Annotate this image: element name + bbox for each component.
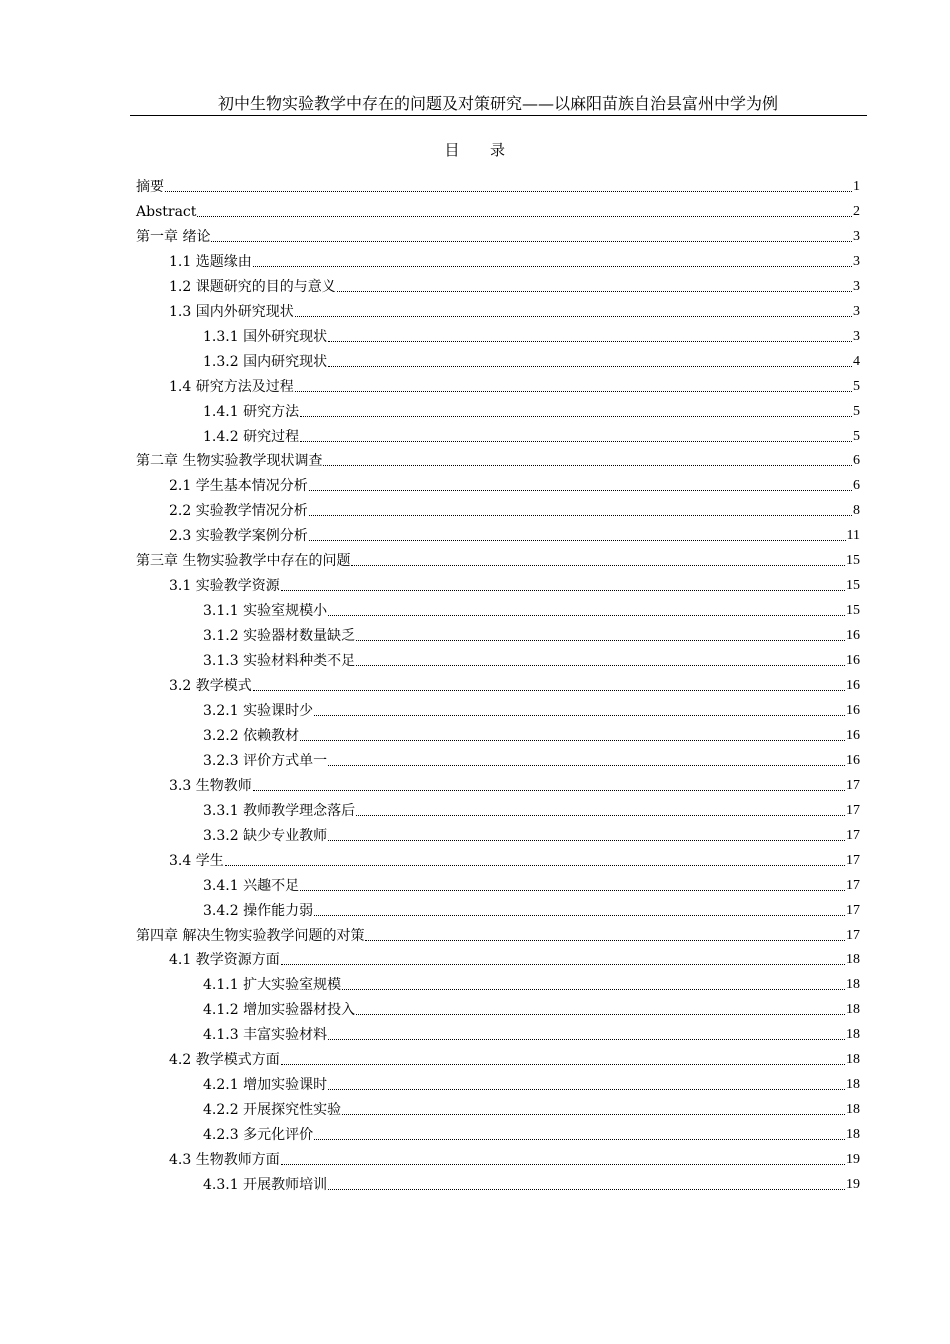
toc-leader-dots <box>328 340 852 342</box>
toc-entry-label: 3.4.1 兴趣不足 <box>203 877 300 894</box>
toc-entry[interactable] <box>169 497 860 521</box>
toc-entry-page-number: 15 <box>846 603 860 619</box>
toc-entry-page-number: 5 <box>853 403 860 419</box>
toc-leader-dots <box>328 1038 845 1040</box>
toc-entry-label: 2.1 学生基本情况分析 <box>169 478 308 495</box>
toc-entry[interactable] <box>203 697 860 721</box>
toc-entry-label: 4.2.2 开展探究性实验 <box>203 1102 342 1119</box>
toc-entry-label: 1.3 国内外研究现状 <box>169 303 294 320</box>
toc-leader-dots <box>309 539 846 541</box>
toc-leader-dots <box>356 814 845 816</box>
toc-entry-label: 4.1.2 增加实验器材投入 <box>203 1002 356 1019</box>
toc-entry-page-number: 17 <box>846 902 860 918</box>
toc-entry[interactable] <box>203 647 860 671</box>
toc-entry[interactable] <box>203 971 860 995</box>
toc-entry[interactable] <box>169 1046 860 1070</box>
toc-entry-page-number: 17 <box>846 777 860 793</box>
toc-leader-dots <box>281 1063 845 1065</box>
toc-entry[interactable] <box>169 248 860 272</box>
toc-entry[interactable] <box>136 173 860 197</box>
toc-entry-page-number: 15 <box>846 553 860 569</box>
toc-entry[interactable] <box>136 922 860 946</box>
toc-entry-page-number: 16 <box>846 727 860 743</box>
toc-entry-page-number: 18 <box>846 1052 860 1068</box>
toc-entry-label: 2.2 实验教学情况分析 <box>169 503 308 520</box>
toc-entry-label: Abstract <box>136 203 197 220</box>
toc-entry-page-number: 15 <box>846 578 860 594</box>
toc-entry-page-number: 2 <box>853 203 860 219</box>
toc-entry[interactable] <box>203 797 860 821</box>
toc-entry-label: 3.2.2 依赖教材 <box>203 727 300 744</box>
toc-leader-dots <box>337 290 852 292</box>
toc-entry-page-number: 16 <box>846 678 860 693</box>
toc-entry-label: 4.2.3 多元化评价 <box>203 1127 314 1144</box>
toc-entry-page-number: 3 <box>853 303 860 319</box>
toc-entry-label: 4.2 教学模式方面 <box>169 1052 280 1069</box>
toc-entry-label: 4.1.1 扩大实验室规模 <box>203 977 342 994</box>
toc-entry[interactable] <box>136 223 860 247</box>
toc-entry[interactable] <box>203 597 860 621</box>
toc-entry[interactable] <box>169 298 860 322</box>
toc-leader-dots <box>342 988 845 990</box>
toc-leader-dots <box>356 639 845 641</box>
toc-entry-label: 1.1 选题缘由 <box>169 253 252 270</box>
toc-entry-label: 第二章 生物实验教学现状调查 <box>136 453 323 470</box>
toc-entry-page-number: 16 <box>846 752 860 768</box>
toc-leader-dots <box>253 789 845 791</box>
toc-leader-dots <box>253 265 852 267</box>
toc-leader-dots <box>211 240 852 242</box>
toc-leader-dots <box>365 939 845 941</box>
header-rule <box>130 115 867 116</box>
toc-entry-page-number: 17 <box>846 877 860 893</box>
toc-leader-dots <box>328 1188 845 1190</box>
toc-leader-dots <box>165 190 852 192</box>
toc-entry-label: 4.3 生物教师方面 <box>169 1152 280 1169</box>
toc-entry-label: 3.4.2 操作能力弱 <box>203 902 314 919</box>
toc-entry-label: 3.3 生物教师 <box>169 777 252 794</box>
toc-entry[interactable] <box>169 946 860 970</box>
toc-entry[interactable] <box>169 472 860 496</box>
toc-entry[interactable] <box>203 1171 860 1195</box>
toc-leader-dots <box>351 564 845 566</box>
toc-entry-page-number: 4 <box>853 353 860 369</box>
toc-leader-dots <box>295 390 852 392</box>
toc-entry[interactable] <box>169 373 860 397</box>
toc-entry[interactable] <box>136 447 860 471</box>
toc-leader-dots <box>328 614 845 616</box>
toc-entry-page-number: 16 <box>846 653 860 669</box>
toc-leader-dots <box>300 889 845 891</box>
toc-entry-page-number: 3 <box>853 228 860 244</box>
toc-entry[interactable] <box>169 1146 860 1170</box>
toc-entry-label: 1.3.2 国内研究现状 <box>203 353 328 370</box>
toc-leader-dots <box>197 215 852 217</box>
toc-entry[interactable] <box>169 273 860 297</box>
toc-entry-page-number: 3 <box>853 278 860 294</box>
toc-entry-page-number: 8 <box>853 503 860 519</box>
toc-entry-page-number: 6 <box>853 453 860 469</box>
toc-entry[interactable] <box>169 672 860 696</box>
toc-entry-label: 1.4.1 研究方法 <box>203 403 300 420</box>
toc-entry[interactable] <box>136 198 860 222</box>
toc-entry-page-number: 18 <box>846 1027 860 1043</box>
toc-leader-dots <box>328 1088 845 1090</box>
toc-leader-dots <box>300 415 852 417</box>
toc-entry-label: 第一章 绪论 <box>136 228 211 245</box>
running-header-title: 初中生物实验教学中存在的问题及对策研究——以麻阳苗族自治县富州中学为例 <box>217 94 778 113</box>
toc-leader-dots <box>328 839 845 841</box>
toc-leader-dots <box>323 464 852 466</box>
toc-entry[interactable] <box>203 423 860 447</box>
toc-entry-page-number: 5 <box>853 378 860 394</box>
toc-entry[interactable] <box>203 722 860 746</box>
toc-entry-page-number: 17 <box>846 802 860 818</box>
toc-leader-dots <box>281 1163 845 1165</box>
toc-entry-label: 3.1.3 实验材料种类不足 <box>203 653 356 670</box>
toc-entry-label: 3.1.2 实验器材数量缺乏 <box>203 628 356 645</box>
toc-entry[interactable] <box>203 1096 860 1120</box>
toc-entry[interactable] <box>203 1121 860 1145</box>
toc-entry[interactable] <box>203 622 860 646</box>
toc-entry-label: 4.1 教学资源方面 <box>169 952 280 969</box>
toc-entry-label: 第四章 解决生物实验教学问题的对策 <box>136 927 365 944</box>
toc-leader-dots <box>300 739 845 741</box>
toc-leader-dots <box>314 714 845 716</box>
toc-leader-dots <box>281 963 845 965</box>
toc-entry-label: 4.3.1 开展教师培训 <box>203 1177 328 1193</box>
toc-entry[interactable] <box>169 522 860 546</box>
toc-leader-dots <box>356 1013 845 1015</box>
toc-leader-dots <box>356 664 845 666</box>
toc-entry-page-number: 18 <box>846 952 860 968</box>
toc-entry-label: 摘要 <box>136 179 164 195</box>
toc-entry-label: 3.2 教学模式 <box>169 678 252 694</box>
toc-entry[interactable] <box>203 398 860 422</box>
toc-leader-dots <box>253 689 845 691</box>
toc-entry-page-number: 3 <box>853 253 860 269</box>
toc-entry[interactable] <box>203 996 860 1020</box>
toc-entry-page-number: 17 <box>846 852 860 868</box>
toc-entry[interactable] <box>136 547 860 571</box>
toc-entry[interactable] <box>203 323 860 347</box>
toc-entry-label: 3.4 学生 <box>169 852 224 869</box>
toc-entry-label: 3.2.1 实验课时少 <box>203 702 314 719</box>
toc-leader-dots <box>295 315 852 317</box>
toc-leader-dots <box>328 365 852 367</box>
toc-entry-label: 3.2.3 评价方式单一 <box>203 752 328 769</box>
toc-entry-page-number: 18 <box>846 977 860 993</box>
toc-entry-label: 3.3.1 教师教学理念落后 <box>203 802 356 819</box>
toc-entry-page-number: 17 <box>846 927 860 943</box>
toc-entry-page-number: 19 <box>846 1177 860 1192</box>
toc-entry-page-number: 16 <box>846 628 860 644</box>
toc-entry[interactable] <box>169 772 860 796</box>
toc-entry[interactable] <box>203 872 860 896</box>
toc-leader-dots <box>309 514 852 516</box>
toc-entry-label: 第三章 生物实验教学中存在的问题 <box>136 553 351 570</box>
toc-entry-label: 1.4.2 研究过程 <box>203 428 300 445</box>
toc-leader-dots <box>314 1138 845 1140</box>
toc-entry-page-number: 19 <box>846 1152 860 1168</box>
toc-entry-page-number: 18 <box>846 1002 860 1018</box>
toc-entry-page-number: 5 <box>853 428 860 444</box>
toc-leader-dots <box>300 440 852 442</box>
toc-entry-page-number: 18 <box>846 1102 860 1118</box>
toc-leader-dots <box>225 864 845 866</box>
toc-entry-label: 4.1.3 丰富实验材料 <box>203 1027 328 1044</box>
toc-entry-page-number: 18 <box>846 1127 860 1143</box>
toc-entry-page-number: 11 <box>846 528 860 544</box>
toc-leader-dots <box>314 914 845 916</box>
toc-entry-page-number: 3 <box>853 328 860 344</box>
toc-entry[interactable] <box>203 822 860 846</box>
toc-leader-dots <box>328 764 845 766</box>
toc-entry-label: 1.4 研究方法及过程 <box>169 378 294 395</box>
toc-entry-page-number: 18 <box>846 1077 860 1093</box>
toc-entry-page-number: 6 <box>853 478 860 494</box>
toc-entry[interactable] <box>169 847 860 871</box>
toc-entry-label: 3.1.1 实验室规模小 <box>203 603 328 620</box>
toc-entry-label: 1.2 课题研究的目的与意义 <box>169 278 336 295</box>
toc-entry-page-number: 1 <box>853 179 860 194</box>
toc-entry[interactable] <box>203 1021 860 1045</box>
toc-leader-dots <box>309 489 852 491</box>
toc-entry[interactable] <box>169 572 860 596</box>
toc-entry[interactable] <box>203 897 860 921</box>
toc-entry-label: 4.2.1 增加实验课时 <box>203 1077 328 1094</box>
toc-entry-page-number: 16 <box>846 702 860 718</box>
toc-leader-dots <box>342 1113 845 1115</box>
toc-entry-label: 1.3.1 国外研究现状 <box>203 328 328 345</box>
toc-leader-dots <box>281 589 845 591</box>
toc-entry-label: 2.3 实验教学案例分析 <box>169 528 308 545</box>
toc-heading <box>0 140 950 160</box>
toc-entry-page-number: 17 <box>846 827 860 843</box>
toc-heading-left: 目 <box>444 141 460 159</box>
toc-entry-label: 3.3.2 缺少专业教师 <box>203 827 328 844</box>
toc-entry[interactable] <box>203 348 860 372</box>
toc-entry[interactable] <box>203 747 860 771</box>
toc-heading-right: 录 <box>490 141 506 159</box>
toc-entry-label: 3.1 实验教学资源 <box>169 578 280 595</box>
toc-entry[interactable] <box>203 1071 860 1095</box>
